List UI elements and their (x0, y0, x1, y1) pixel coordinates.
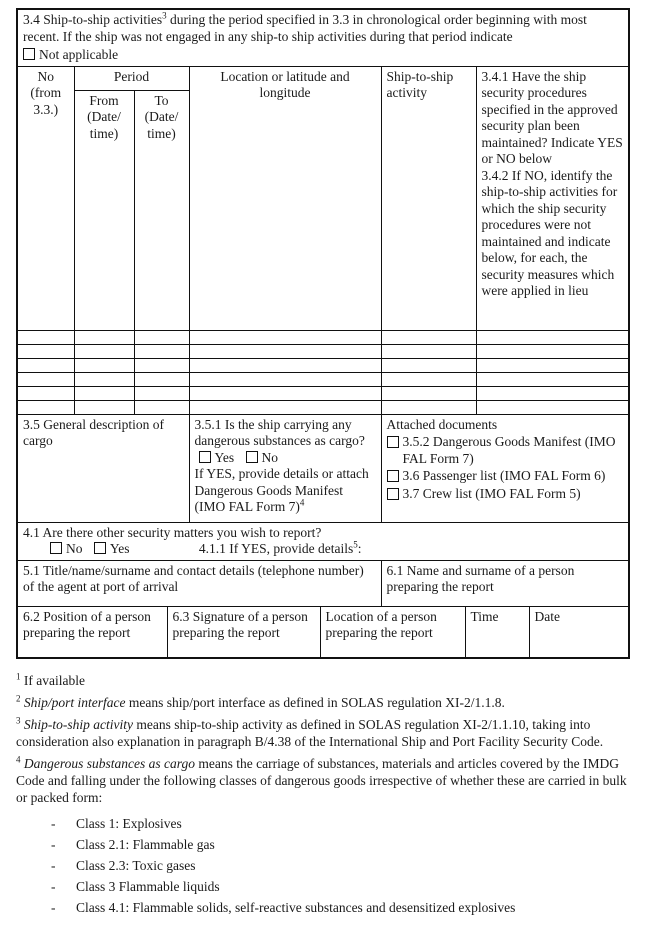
empty-cell (74, 400, 134, 414)
field-preparer-location: Location of a person preparing the report (320, 606, 465, 658)
empty-cell (476, 330, 629, 344)
footnote-ref-4: 4 (299, 497, 305, 508)
field-6-3-preparer-signature: 6.3 Signature of a person preparing the report (167, 606, 320, 658)
footnote-2 (16, 694, 632, 711)
empty-cell (189, 372, 381, 386)
field-time: Time (465, 606, 529, 658)
empty-cell (17, 358, 74, 372)
other-no-label: No (66, 541, 83, 556)
empty-cell (134, 400, 189, 414)
attached-item-label: 3.6 Passenger list (IMO FAL Form 6) (402, 468, 606, 483)
other-security-question: 4.1 Are there other security matters you wish to report? (23, 524, 322, 540)
empty-cell (381, 400, 476, 414)
empty-cell (476, 400, 629, 414)
col-header-location: Location or latitude and longitude (189, 66, 381, 330)
field-3-5-1-dangerous-substances (189, 414, 381, 522)
security-form-table (16, 8, 630, 659)
empty-cell (74, 386, 134, 400)
cargo-yes-checkbox[interactable] (199, 451, 211, 463)
field-date: Date (529, 606, 629, 658)
other-no-checkbox[interactable] (50, 542, 62, 554)
class-list-item (51, 876, 632, 897)
class-item-text: Class 1: Explosives (76, 816, 182, 831)
empty-cell (74, 358, 134, 372)
passenger-list-checkbox[interactable] (387, 470, 399, 482)
footnote-2-term: Ship/port interface (23, 695, 126, 710)
empty-cell (381, 330, 476, 344)
col-header-ship-to-ship-activity: Ship-to-ship activity (381, 66, 476, 330)
section-3-4-intro-cell (17, 9, 629, 66)
attached-item-label: 3.7 Crew list (IMO FAL Form 5) (402, 485, 581, 501)
section-3-4-intro-text: 3.4 Ship-to-ship activities (23, 12, 163, 27)
empty-cell (74, 372, 134, 386)
footnote-4-text: means the carriage of substances, materials and articles covered by the IMDG Code and falling under the following classes of dangerous goods irrespective of whether these are carried in bulk or packed form: (16, 756, 627, 805)
list-dash: - (51, 858, 56, 873)
cargo-yes-label: Yes (214, 449, 235, 465)
footnote-3-marker: 3 (16, 715, 21, 726)
empty-cell (134, 344, 189, 358)
empty-cell (381, 372, 476, 386)
field-3-5-cargo-description: 3.5 General description of cargo (17, 414, 189, 522)
empty-cell (134, 358, 189, 372)
col-header-from (74, 90, 134, 330)
provide-details-colon: : (357, 541, 362, 556)
list-dash: - (51, 900, 56, 915)
empty-cell (381, 358, 476, 372)
footnote-3-text: means ship-to-ship activity as defined in SOLAS regulation XI-2/1.1.10, taking into consideration also explanation in paragraph B/4.38 of the International Ship and Port Facility Security Code. (16, 717, 604, 749)
field-attached-documents (381, 414, 629, 522)
footnote-1-marker: 1 (16, 671, 21, 682)
footnote-4 (16, 755, 632, 806)
dangerous-goods-manifest-checkbox[interactable] (387, 436, 399, 448)
other-yes-checkbox[interactable] (94, 542, 106, 554)
footnote-2-text: means ship/port interface as defined in SOLAS regulation XI-2/1.1.8. (128, 695, 505, 710)
from-line-3: time) (89, 125, 119, 141)
class-item-text: Class 4.1: Flammable solids, self-reactive substances and desensitized explosives (76, 900, 516, 915)
footnote-3 (16, 716, 632, 750)
empty-cell (476, 386, 629, 400)
col-header-to (134, 90, 189, 330)
empty-cell (134, 386, 189, 400)
empty-cell (189, 344, 381, 358)
section-3-4-intro-rest: during the period specified in 3.3 in chronological order beginning with most recent. If the ship was not engaged in any ship-to ship activities during that period indicate (23, 12, 587, 44)
to-line-3: time) (147, 125, 176, 141)
class-item-text: Class 2.1: Flammable gas (76, 837, 215, 852)
crew-list-checkbox[interactable] (387, 488, 399, 500)
field-4-1-other-security-matters (17, 522, 629, 560)
empty-cell (17, 330, 74, 344)
empty-cell (476, 372, 629, 386)
other-yes-label: Yes (109, 541, 130, 556)
empty-cell (381, 344, 476, 358)
empty-cell (17, 344, 74, 358)
not-applicable-checkbox[interactable] (23, 48, 35, 60)
class-list-item (51, 813, 632, 834)
to-line-1: To (154, 92, 169, 108)
list-dash: - (51, 816, 56, 831)
empty-cell (17, 400, 74, 414)
empty-cell (189, 330, 381, 344)
to-line-2: (Date/ (144, 109, 179, 124)
empty-cell (476, 344, 629, 358)
field-6-2-preparer-position: 6.2 Position of a person preparing the report (17, 606, 167, 658)
dangerous-substances-question: 3.5.1 Is the ship carrying any dangerous substances as cargo? (194, 416, 365, 448)
provide-details-text: 4.1.1 If YES, provide details (198, 541, 354, 556)
footnote-1-text: If available (23, 673, 85, 688)
empty-cell (74, 330, 134, 344)
class-list-item (51, 897, 632, 918)
footnotes-section (16, 672, 632, 918)
footnote-ref-5: 5 (353, 539, 358, 550)
col-header-security-procedures (476, 66, 629, 330)
not-applicable-label: Not applicable (39, 47, 119, 62)
if-yes-details-text: If YES, provide details or attach Dangerous Goods Manifest (IMO FAL Form 7) (194, 466, 369, 514)
footnote-4-term: Dangerous substances as cargo (23, 756, 195, 771)
empty-cell (134, 330, 189, 344)
list-dash: - (51, 837, 56, 852)
attached-documents-title: Attached documents (386, 416, 498, 432)
class-list-item (51, 855, 632, 876)
empty-cell (381, 386, 476, 400)
list-dash: - (51, 879, 56, 894)
class-item-text: Class 2.3: Toxic gases (76, 858, 196, 873)
footnote-4-marker: 4 (16, 754, 21, 765)
footnote-1 (16, 672, 632, 689)
empty-cell (476, 358, 629, 372)
from-line-1: From (89, 92, 119, 108)
footnote-3-term: Ship-to-ship activity (23, 717, 133, 732)
clause-3-4-1: 3.4.1 Have the ship security procedures specified in the approved security plan been maintained? Indicate YES or NO below (481, 68, 623, 166)
from-line-2: (Date/ (87, 109, 121, 124)
col-header-no: No (from 3.3.) (17, 66, 74, 330)
cargo-no-checkbox[interactable] (246, 451, 258, 463)
empty-cell (17, 386, 74, 400)
cargo-no-label: No (261, 449, 279, 465)
clause-3-4-2: 3.4.2 If NO, identify the ship-to-ship activities for which the ship security procedures were not maintained and indicate below, for each, the security measures which were applied in lieu (481, 167, 618, 298)
footnote-ref-3: 3 (162, 10, 167, 21)
class-list-item (51, 834, 632, 855)
field-5-1-agent-contact: 5.1 Title/name/surname and contact details (telephone number) of the agent at port of arrival (17, 560, 381, 606)
empty-cell (189, 358, 381, 372)
attached-item-label: 3.5.2 Dangerous Goods Manifest (IMO FAL Form 7) (402, 434, 616, 466)
empty-cell (134, 372, 189, 386)
empty-cell (189, 386, 381, 400)
empty-cell (189, 400, 381, 414)
footnote-2-marker: 2 (16, 693, 21, 704)
dangerous-goods-class-list (16, 813, 632, 918)
class-item-text: Class 3 Flammable liquids (76, 879, 220, 894)
empty-cell (74, 344, 134, 358)
empty-cell (17, 372, 74, 386)
col-header-period: Period (74, 66, 189, 90)
field-6-1-preparer-name: 6.1 Name and surname of a person preparing the report (381, 560, 629, 606)
